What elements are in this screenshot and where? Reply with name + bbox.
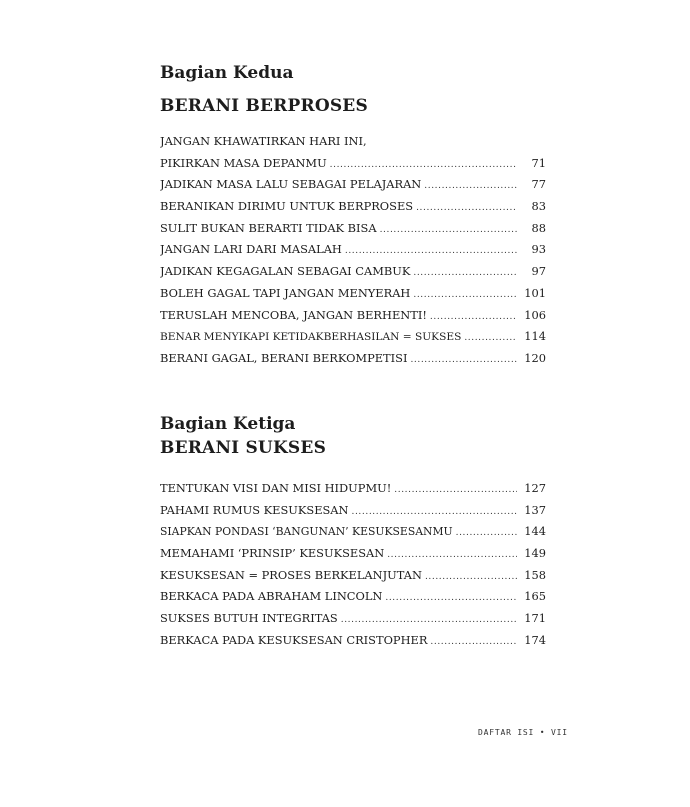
toc-entry[interactable] xyxy=(160,500,546,522)
section-title: BERANI SUKSES xyxy=(160,438,327,458)
dot-leader xyxy=(416,198,517,218)
toc-entry-title: JANGAN KHAWATIRKAN HARI INI, xyxy=(160,134,367,148)
toc-entry-title: MEMAHAMI ‘PRINSIP’ KESUKSESAN xyxy=(160,546,385,561)
dot-leader xyxy=(385,588,517,608)
dot-leader xyxy=(380,220,517,240)
toc-entry-title: TENTUKAN VISI DAN MISI HIDUPMU! xyxy=(160,481,392,495)
section-bagian-kedua xyxy=(160,62,546,365)
toc-entry[interactable] xyxy=(160,608,546,630)
dot-leader xyxy=(464,328,517,348)
dot-leader xyxy=(394,480,517,500)
toc-entry-title: PIKIRKAN MASA DEPANMU xyxy=(160,155,327,170)
dot-leader xyxy=(330,155,517,175)
toc-entry-page: 97 xyxy=(531,264,546,279)
toc-entry-page: 137 xyxy=(524,502,546,517)
dot-leader xyxy=(456,523,517,543)
toc-entry-title: BERANI GAGAL, BERANI BERKOMPETISI xyxy=(160,350,408,365)
dot-leader xyxy=(430,632,517,652)
toc-entry-page: 106 xyxy=(524,307,546,322)
toc-entry[interactable] xyxy=(160,131,546,153)
toc-entry[interactable] xyxy=(160,565,546,587)
dot-leader xyxy=(430,307,517,327)
toc-entry-title: BERKACA PADA KESUKSESAN CRISTOPHER xyxy=(160,632,428,647)
toc-entry-title: SUKSES BUTUH INTEGRITAS xyxy=(160,611,338,626)
toc-entry-title: JADIKAN KEGAGALAN SEBAGAI CAMBUK xyxy=(160,264,411,279)
toc-entry[interactable] xyxy=(160,630,546,652)
toc-entry-title: SIAPKAN PONDASI ‘BANGUNAN’ KESUKSESANMU xyxy=(160,525,453,539)
toc-list xyxy=(160,131,546,370)
section-label: Bagian Kedua xyxy=(160,63,294,83)
dot-leader xyxy=(413,285,517,305)
dot-leader xyxy=(425,567,517,587)
toc-entry[interactable] xyxy=(160,283,546,305)
toc-entry-page: 165 xyxy=(524,589,546,604)
toc-entry-page: 120 xyxy=(524,350,546,365)
dot-leader xyxy=(341,610,517,630)
dot-leader xyxy=(424,176,517,196)
toc-entry[interactable] xyxy=(160,174,546,196)
toc-entry[interactable] xyxy=(160,326,546,348)
toc-entry[interactable] xyxy=(160,218,546,240)
toc-entry-title: BOLEH GAGAL TAPI JANGAN MENYERAH xyxy=(160,285,411,300)
section-bagian-ketiga xyxy=(160,413,546,647)
toc-entry-page: 174 xyxy=(524,632,546,647)
toc-entry-page: 127 xyxy=(524,481,546,495)
toc-entry[interactable] xyxy=(160,153,546,175)
toc-entry[interactable] xyxy=(160,196,546,218)
toc-entry-page: 88 xyxy=(531,220,546,235)
toc-entry-title: JADIKAN MASA LALU SEBAGAI PELAJARAN xyxy=(160,177,422,192)
toc-entry-page: 93 xyxy=(531,242,546,257)
toc-entry[interactable] xyxy=(160,305,546,327)
toc-entry[interactable] xyxy=(160,348,546,370)
toc-entry-title: BENAR MENYIKAPI KETIDAKBERHASILAN = SUKSES xyxy=(160,331,462,344)
toc-entry-title: JANGAN LARI DARI MASALAH xyxy=(160,242,342,257)
toc-entry[interactable] xyxy=(160,586,546,608)
toc-entry-page: 158 xyxy=(524,567,546,582)
dot-leader xyxy=(410,350,517,370)
toc-entry[interactable] xyxy=(160,521,546,543)
page-footer: DAFTAR ISI • VII xyxy=(478,728,568,737)
toc-entry-page: 101 xyxy=(524,285,546,300)
toc-entry-page: 83 xyxy=(531,199,546,214)
dot-leader xyxy=(413,263,517,283)
toc-entry-page: 171 xyxy=(524,611,546,626)
toc-entry-title: PAHAMI RUMUS KESUKSESAN xyxy=(160,502,349,517)
toc-entry-page: 77 xyxy=(531,177,546,192)
section-label: Bagian Ketiga xyxy=(160,414,296,434)
toc-entry-title: SULIT BUKAN BERARTI TIDAK BISA xyxy=(160,220,377,235)
toc-entry[interactable] xyxy=(160,239,546,261)
toc-entry[interactable] xyxy=(160,261,546,283)
toc-entry-page: 144 xyxy=(524,524,546,539)
dot-leader xyxy=(352,502,517,522)
dot-leader xyxy=(387,545,517,565)
toc-entry-title: BERANIKAN DIRIMU UNTUK BERPROSES xyxy=(160,199,414,214)
toc-entry-title: TERUSLAH MENCOBA, JANGAN BERHENTI! xyxy=(160,307,427,322)
toc-list xyxy=(160,478,546,652)
toc-entry-title: KESUKSESAN = PROSES BERKELANJUTAN xyxy=(160,567,422,582)
dot-leader xyxy=(345,241,517,261)
toc-entry-page: 149 xyxy=(524,546,546,561)
toc-entry[interactable] xyxy=(160,543,546,565)
toc-entry-page: 114 xyxy=(524,329,546,344)
toc-entry[interactable] xyxy=(160,478,546,500)
section-title: BERANI BERPROSES xyxy=(160,96,368,116)
toc-entry-page: 71 xyxy=(531,155,546,170)
toc-entry-title: BERKACA PADA ABRAHAM LINCOLN xyxy=(160,589,383,604)
